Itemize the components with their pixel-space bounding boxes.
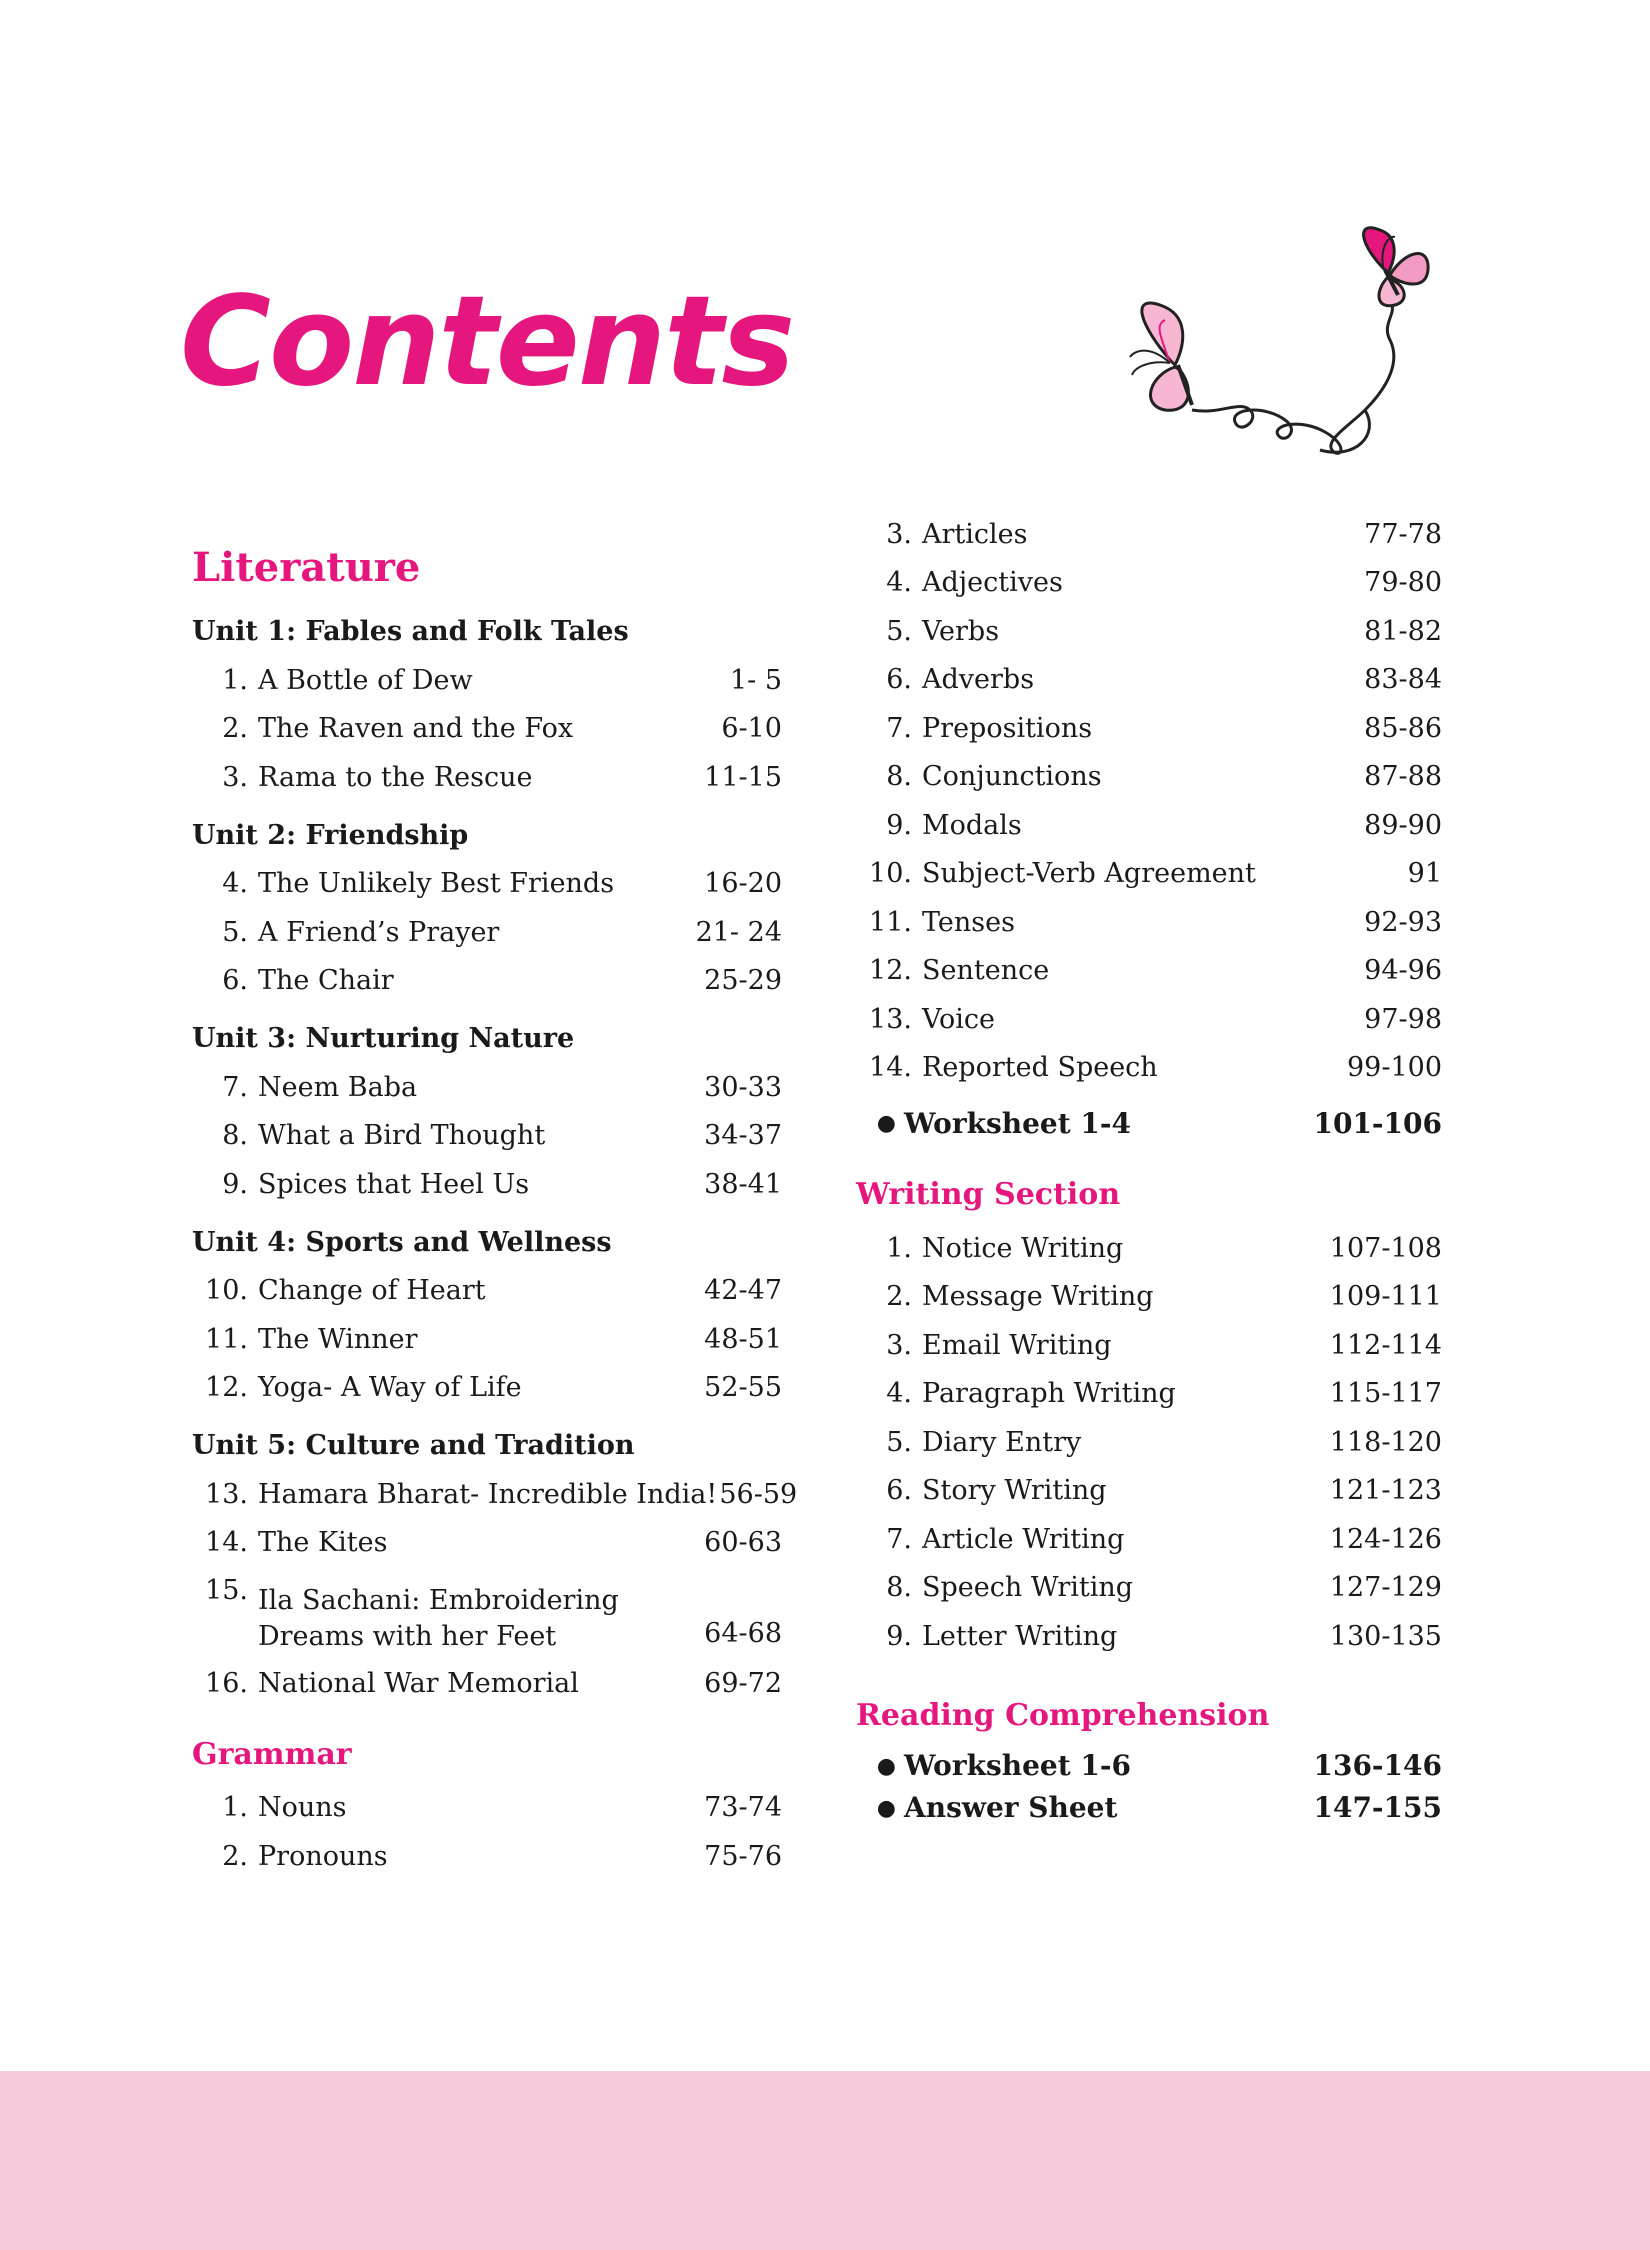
page-title: Contents — [180, 270, 794, 414]
unit-heading: Unit 3: Nurturing Nature — [192, 1023, 575, 1054]
entry-title: Conjunctions — [922, 761, 1102, 793]
toc-entry[interactable] — [192, 957, 782, 1006]
entry-title: Worksheet 1-6 — [904, 1749, 1132, 1782]
entry-pages: 83-84 — [1364, 664, 1442, 696]
entry-number: 13. — [205, 1478, 248, 1510]
bullet-icon: ● — [876, 1752, 896, 1779]
entry-number: 4. — [886, 567, 912, 599]
toc-entry[interactable] — [856, 1044, 1442, 1093]
entry-pages: 94-96 — [1364, 955, 1442, 987]
entry-pages: 25-29 — [704, 965, 782, 997]
contents-right-column — [856, 510, 1442, 1829]
entry-title: Adverbs — [922, 664, 1035, 696]
entry-number: 9. — [886, 1620, 912, 1652]
butterfly-decoration — [1100, 210, 1460, 460]
entry-pages: 109-111 — [1329, 1281, 1442, 1313]
butterfly-icon-left — [1130, 303, 1192, 410]
toc-entry[interactable] — [192, 1160, 782, 1209]
entry-number: 7. — [886, 1523, 912, 1555]
entry-number: 7. — [886, 712, 912, 744]
toc-entry[interactable] — [192, 1832, 782, 1881]
entry-pages: 124-126 — [1329, 1523, 1442, 1555]
entry-title: Sentence — [922, 955, 1050, 987]
toc-bullet-entry[interactable] — [856, 1102, 1442, 1144]
entry-title: Story Writing — [922, 1475, 1107, 1507]
toc-entry[interactable] — [192, 1567, 782, 1659]
entry-pages: 30-33 — [704, 1071, 782, 1103]
entry-pages: 136-146 — [1313, 1749, 1442, 1782]
toc-entry[interactable] — [192, 1315, 782, 1364]
toc-entry[interactable] — [856, 1612, 1442, 1661]
toc-entry[interactable] — [856, 1515, 1442, 1564]
entry-number: 6. — [886, 664, 912, 696]
toc-entry[interactable] — [856, 995, 1442, 1044]
entry-pages: 81-82 — [1364, 615, 1442, 647]
toc-entry[interactable] — [856, 850, 1442, 899]
section-heading-reading: Reading Comprehension — [856, 1697, 1270, 1733]
toc-entry[interactable] — [192, 1063, 782, 1112]
entry-title: Worksheet 1-4 — [904, 1106, 1132, 1140]
entry-number: 8. — [222, 1120, 248, 1152]
entry-pages: 118-120 — [1329, 1426, 1442, 1458]
entry-pages: 11-15 — [704, 761, 782, 793]
toc-entry[interactable] — [192, 753, 782, 802]
toc-entry[interactable] — [192, 1364, 782, 1413]
entry-title: Verbs — [922, 615, 1000, 647]
entry-pages: 75-76 — [704, 1840, 782, 1872]
entry-title: Articles — [922, 518, 1028, 550]
entry-number: 16. — [205, 1667, 248, 1699]
toc-entry[interactable] — [856, 1273, 1442, 1322]
entry-number: 5. — [886, 615, 912, 647]
entry-title: Hamara Bharat- Incredible India! — [258, 1478, 718, 1510]
contents-left-column — [192, 530, 798, 1881]
entry-number: 15. — [205, 1575, 248, 1606]
entry-title: Subject-Verb Agreement — [922, 858, 1256, 890]
entry-pages: 42-47 — [704, 1275, 782, 1307]
entry-title: Pronouns — [258, 1840, 388, 1872]
entry-pages: 56-59 — [719, 1478, 798, 1510]
entry-pages: 121-123 — [1329, 1475, 1442, 1507]
entry-pages: 34-37 — [704, 1120, 782, 1152]
entry-pages: 69-72 — [704, 1667, 782, 1699]
toc-entry[interactable] — [856, 1564, 1442, 1613]
entry-title: Voice — [922, 1003, 996, 1035]
unit-heading: Unit 2: Friendship — [192, 819, 469, 851]
toc-entry[interactable] — [192, 1112, 782, 1161]
toc-bullet-entry[interactable] — [856, 1745, 1442, 1787]
toc-entry[interactable] — [192, 1784, 782, 1833]
toc-entry[interactable] — [856, 1467, 1442, 1516]
entry-title: Ila Sachani: Embroidering Dreams with her Feet — [258, 1585, 619, 1652]
toc-entry[interactable] — [856, 1321, 1442, 1370]
entry-number: 4. — [886, 1378, 912, 1410]
entry-title: Paragraph Writing — [922, 1378, 1176, 1410]
entry-number: 6. — [222, 965, 248, 997]
entry-pages: 107-108 — [1329, 1232, 1442, 1264]
toc-entry[interactable] — [192, 908, 782, 957]
entry-title: Tenses — [922, 906, 1015, 938]
entry-pages: 92-93 — [1364, 906, 1442, 938]
entry-number: 5. — [222, 916, 248, 948]
entry-number: 8. — [886, 761, 912, 793]
entry-pages: 1- 5 — [729, 664, 782, 696]
entry-title: Notice Writing — [922, 1232, 1124, 1264]
entry-title: Message Writing — [922, 1281, 1154, 1313]
toc-bullet-entry[interactable] — [856, 1787, 1442, 1829]
bullet-icon: ● — [876, 1110, 896, 1136]
entry-pages: 38-41 — [704, 1168, 782, 1200]
entry-number: 10. — [869, 858, 912, 890]
toc-entry[interactable] — [856, 1418, 1442, 1467]
entry-number: 2. — [222, 713, 248, 745]
toc-entry[interactable] — [856, 898, 1442, 947]
entry-number: 12. — [205, 1372, 248, 1404]
bullet-icon: ● — [876, 1794, 896, 1821]
toc-entry[interactable] — [856, 656, 1442, 705]
toc-entry[interactable] — [856, 607, 1442, 656]
entry-title: What a Bird Thought — [258, 1120, 546, 1152]
entry-number: 11. — [869, 906, 912, 938]
entry-number: 1. — [886, 1232, 912, 1264]
butterfly-icon-right — [1364, 228, 1429, 306]
entry-pages: 99-100 — [1346, 1052, 1442, 1084]
entry-title: Speech Writing — [922, 1572, 1134, 1604]
entry-title: Diary Entry — [922, 1426, 1082, 1458]
entry-title: Modals — [922, 809, 1022, 841]
entry-pages: 127-129 — [1329, 1572, 1442, 1604]
entry-pages: 16-20 — [704, 868, 782, 900]
toc-entry[interactable] — [192, 1267, 782, 1316]
unit-heading: Unit 1: Fables and Folk Tales — [192, 616, 629, 647]
toc-entry[interactable] — [856, 1370, 1442, 1419]
footer-band — [0, 2071, 1650, 2250]
entry-title: Spices that Heel Us — [258, 1168, 530, 1200]
entry-pages: 101-106 — [1313, 1106, 1442, 1140]
toc-entry[interactable] — [856, 801, 1442, 850]
entry-pages: 112-114 — [1329, 1329, 1442, 1361]
entry-pages: 21- 24 — [695, 916, 782, 948]
toc-entry[interactable] — [192, 1659, 782, 1708]
unit-heading: Unit 4: Sports and Wellness — [192, 1226, 612, 1258]
entry-number: 12. — [869, 955, 912, 987]
toc-entry[interactable] — [192, 860, 782, 909]
entry-number: 4. — [222, 868, 248, 900]
entry-pages: 48-51 — [704, 1323, 782, 1355]
entry-pages: 73-74 — [704, 1792, 782, 1824]
entry-number: 3. — [222, 761, 248, 793]
entry-title: National War Memorial — [258, 1667, 579, 1699]
section-heading-grammar: Grammar — [192, 1736, 352, 1772]
toc-entry[interactable] — [856, 753, 1442, 802]
entry-number: 3. — [886, 1329, 912, 1361]
entry-number: 9. — [886, 809, 912, 841]
entry-pages: 115-117 — [1329, 1378, 1442, 1410]
entry-number: 2. — [222, 1840, 248, 1872]
entry-title: Answer Sheet — [904, 1791, 1118, 1824]
entry-pages: 89-90 — [1364, 809, 1442, 841]
entry-title: The Raven and the Fox — [258, 713, 574, 745]
entry-title: Email Writing — [922, 1329, 1112, 1361]
entry-pages: 85-86 — [1364, 712, 1442, 744]
entry-title: A Bottle of Dew — [258, 664, 473, 696]
entry-title: Article Writing — [922, 1523, 1125, 1555]
toc-entry[interactable] — [192, 656, 782, 705]
entry-number: 1. — [222, 1792, 248, 1824]
entry-title: Neem Baba — [258, 1071, 418, 1103]
entry-title: The Kites — [258, 1527, 388, 1559]
entry-number: 2. — [886, 1281, 912, 1313]
entry-number: 5. — [886, 1426, 912, 1458]
entry-pages: 77-78 — [1364, 518, 1442, 550]
entry-title: Rama to the Rescue — [258, 761, 533, 793]
toc-entry[interactable] — [856, 704, 1442, 753]
entry-pages: 87-88 — [1364, 761, 1442, 793]
section-heading-literature: Literature — [192, 544, 421, 591]
entry-pages: 64-68 — [704, 1618, 782, 1649]
entry-title: Yoga- A Way of Life — [258, 1372, 522, 1404]
entry-title: Nouns — [258, 1792, 347, 1824]
entry-pages: 130-135 — [1329, 1620, 1442, 1652]
entry-number: 13. — [869, 1003, 912, 1035]
entry-number: 10. — [205, 1275, 248, 1307]
entry-pages: 97-98 — [1364, 1003, 1442, 1035]
entry-number: 9. — [222, 1168, 248, 1200]
entry-number: 11. — [205, 1323, 248, 1355]
toc-entry[interactable] — [856, 559, 1442, 608]
entry-pages: 6-10 — [721, 713, 782, 745]
entry-title: The Chair — [258, 965, 394, 997]
entry-title: Adjectives — [922, 567, 1063, 599]
entry-pages: 79-80 — [1364, 567, 1442, 599]
entry-title: Letter Writing — [922, 1620, 1118, 1652]
toc-entry[interactable] — [192, 1519, 782, 1568]
entry-title: Prepositions — [922, 712, 1093, 744]
entry-number: 14. — [205, 1527, 248, 1559]
section-heading-writing: Writing Section — [856, 1177, 1121, 1212]
entry-number: 14. — [869, 1052, 912, 1084]
entry-pages: 147-155 — [1313, 1791, 1442, 1824]
toc-entry[interactable] — [192, 1470, 798, 1519]
toc-entry[interactable] — [856, 510, 1442, 559]
entry-number: 8. — [886, 1572, 912, 1604]
unit-heading: Unit 5: Culture and Tradition — [192, 1430, 635, 1461]
entry-number: 6. — [886, 1475, 912, 1507]
entry-title: The Winner — [258, 1323, 418, 1355]
entry-number: 1. — [222, 664, 248, 696]
toc-entry[interactable] — [856, 1224, 1442, 1273]
entry-pages: 60-63 — [704, 1527, 782, 1559]
entry-title: A Friend’s Prayer — [258, 916, 500, 948]
toc-entry[interactable] — [856, 947, 1442, 996]
entry-title: Reported Speech — [922, 1052, 1158, 1084]
entry-title: Change of Heart — [258, 1275, 486, 1307]
entry-number: 7. — [222, 1071, 248, 1103]
entry-pages: 91 — [1407, 858, 1442, 890]
entry-number: 3. — [886, 518, 912, 550]
entry-title: The Unlikely Best Friends — [258, 868, 615, 900]
toc-entry[interactable] — [192, 705, 782, 754]
entry-pages: 52-55 — [704, 1372, 782, 1404]
